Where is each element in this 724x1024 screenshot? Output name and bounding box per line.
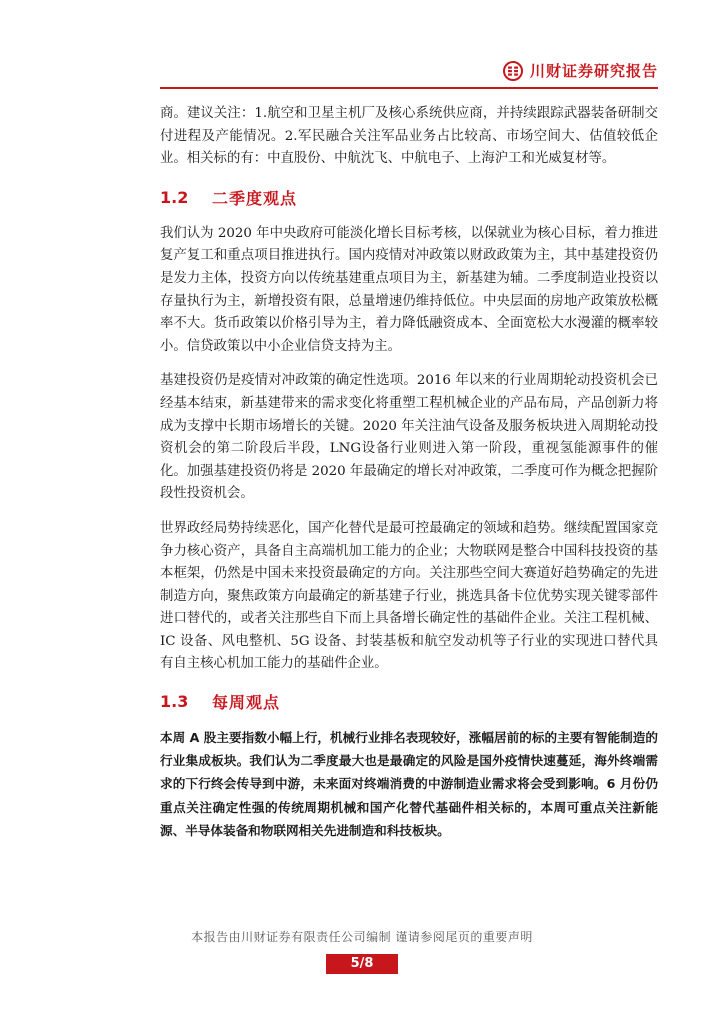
- paragraph-policy-outlook: 我们认为 2020 年中央政府可能淡化增长目标考核，以保就业为核心目标，着力推进复产复工和重点项目推进执行。国内疫情对冲政策以财政政策为主，其中基建投资仍是发力主体，投资方向以传统基建重点项目为主，新基建为辅。二季度制造业投资以存量执行为主，新增投资有限，总量增速仍维持低位。中央层面的房地产政策放松概率不大。货币政策以价格引导为主，着力降低融资成本、全面宽松大水漫灌的概率较小。信贷政策以中小企业信贷支持为主。: [160, 225, 658, 354]
- chuancai-logo-icon: [503, 61, 523, 81]
- page-footer: [0, 928, 724, 988]
- section-heading-1-3: [160, 688, 658, 714]
- section-heading-1-2: [160, 185, 658, 211]
- section-number: 1.2: [160, 188, 189, 208]
- report-body: [160, 103, 658, 842]
- section-title: 二季度观点: [212, 189, 298, 209]
- page-header: [0, 0, 724, 92]
- section-title: 每周观点: [212, 692, 281, 712]
- paragraph-infrastructure: 基建投资仍是疫情对冲政策的确定性选项。2016 年以来的行业周期轮动投资机会已经基本结束，新基建带来的需求变化将重塑工程机械企业的产品布局，产品创新力将成为支撑中长期市场增长的关键。2020 年关注油气设备及服务板块进入周期轮动投资机会的第二阶段后半段，LNG设备行业则进入第一阶段，重视氢能源事件的催化。加强基建投资仍将是 2020 年最确定的增长对冲政策，二季度可作为概念把握阶段性投资机会。: [160, 373, 658, 502]
- intro-paragraph: 商。建议关注：1.航空和卫星主机厂及核心系统供应商，并持续跟踪武器装备研制交付进程及产能情况。2.军民融合关注军品业务占比较高、市场空间大、估值较低企业。相关标的有：中直股份、中航沈飞、中航电子、上海沪工和光威复材等。: [160, 106, 658, 167]
- section-number: 1.3: [160, 691, 189, 711]
- footer-disclaimer: 本报告由川财证券有限责任公司编制 谨请参阅尾页的重要声明: [191, 930, 533, 944]
- brand-title: 川财证券研究报告: [529, 62, 658, 80]
- brand: [503, 60, 658, 81]
- header-rule: [160, 87, 658, 89]
- paragraph-localization: 世界政经局势持续恶化，国产化替代是最可控最确定的领域和趋势。继续配置国家竞争力核心资产，具备自主高端机加工能力的企业；大物联网是整合中国科技投资的基本框架，仍然是中国未来投资最确定的方向。关注那些空间大赛道好趋势确定的先进制造方向，聚焦政策方向最确定的新基建子行业，挑选具备卡位优势实现关键零部件进口替代的，或者关注那些自下而上具备增长确定性的基础件企业。关注工程机械、IC 设备、风电整机、5G 设备、封装基板和航空发动机等子行业的实现进口替代具有自主核心机加工能力的基础件企业。: [160, 520, 658, 672]
- paragraph-weekly-view: 本周 A 股主要指数小幅上行，机械行业排名表现较好，涨幅居前的标的主要有智能制造的行业集成板块。我们认为二季度最大也是最确定的风险是国外疫情快速蔓延，海外终端需求的下行终会传导到中游，未来面对终端消费的中游制造业需求将会受到影响。6 月份仍重点关注确定性强的传统周期机械和国产化替代基础件相关标的，本周可重点关注新能源、半导体装备和物联网相关先进制造和科技板块。: [160, 730, 658, 838]
- page-number: 5/8: [326, 954, 398, 974]
